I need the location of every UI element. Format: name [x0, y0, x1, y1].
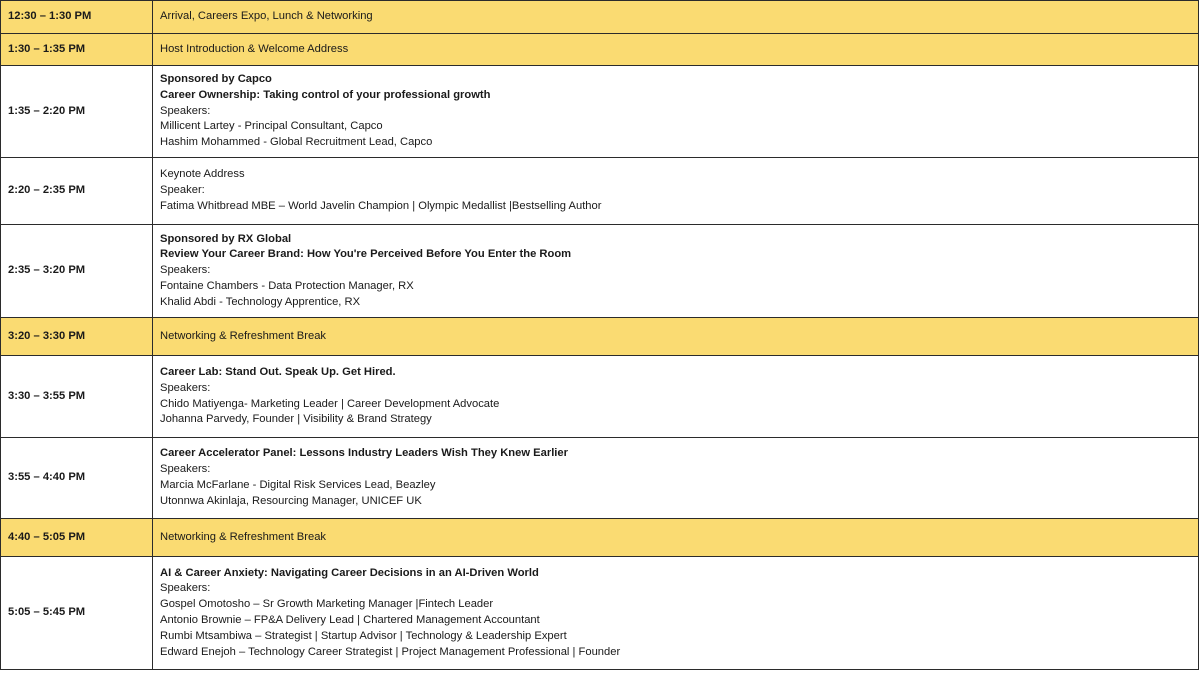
agenda-row — [1, 557, 1199, 670]
agenda-line: Gospel Omotosho – Sr Growth Marketing Manager |Fintech Leader — [160, 598, 494, 611]
agenda-details — [153, 557, 1199, 670]
agenda-time: 5:05 – 5:45 PM — [1, 557, 153, 670]
agenda-time: 4:40 – 5:05 PM — [1, 519, 153, 557]
agenda-line: Chido Matiyenga- Marketing Leader | Career Development Advocate — [160, 397, 500, 410]
agenda-row — [1, 519, 1199, 557]
agenda-line: Khalid Abdi - Technology Apprentice, RX — [160, 295, 361, 308]
agenda-line: Fatima Whitbread MBE – World Javelin Champion | Olympic Medallist |Bestselling Author — [160, 199, 602, 212]
agenda-heading: Review Your Career Brand: How You're Perceived Before You Enter the Room — [160, 248, 572, 261]
agenda-body — [1, 1, 1199, 670]
agenda-time: 3:30 – 3:55 PM — [1, 356, 153, 438]
agenda-line: Utonnwa Akinlaja, Resourcing Manager, UNICEF UK — [160, 494, 422, 507]
agenda-heading: Career Accelerator Panel: Lessons Industry Leaders Wish They Knew Earlier — [160, 447, 568, 460]
agenda-line: Networking & Refreshment Break — [160, 329, 327, 342]
agenda-line: Networking & Refreshment Break — [160, 530, 327, 543]
agenda-row — [1, 318, 1199, 356]
agenda-line: Hashim Mohammed - Global Recruitment Lead, Capco — [160, 136, 433, 149]
agenda-details — [153, 438, 1199, 519]
agenda-time: 2:35 – 3:20 PM — [1, 225, 153, 318]
agenda-row — [1, 1, 1199, 34]
agenda-line: Rumbi Mtsambiwa – Strategist | Startup Advisor | Technology & Leadership Expert — [160, 629, 567, 642]
agenda-line: Speakers: — [160, 264, 211, 277]
agenda-details — [153, 34, 1199, 66]
agenda-line: Fontaine Chambers - Data Protection Manager, RX — [160, 279, 414, 292]
agenda-heading: Sponsored by Capco — [160, 73, 272, 85]
agenda-row — [1, 356, 1199, 438]
agenda-heading: Sponsored by RX Global — [160, 232, 292, 245]
agenda-details — [153, 66, 1199, 158]
agenda-line: Antonio Brownie – FP&A Delivery Lead | Chartered Management Accountant — [160, 614, 540, 626]
agenda-line: Marcia McFarlane - Digital Risk Services Lead, Beazley — [160, 479, 436, 491]
agenda-row — [1, 225, 1199, 318]
agenda-line: Speakers: — [160, 582, 211, 595]
agenda-line: Johanna Parvedy, Founder | Visibility & Brand Strategy — [160, 413, 432, 426]
agenda-row — [1, 34, 1199, 66]
agenda-row — [1, 66, 1199, 158]
agenda-details — [153, 519, 1199, 557]
agenda-time: 12:30 – 1:30 PM — [1, 1, 153, 34]
agenda-row — [1, 438, 1199, 519]
agenda-details — [153, 318, 1199, 356]
agenda-line: Host Introduction & Welcome Address — [160, 42, 349, 55]
agenda-line: Speakers: — [160, 463, 211, 476]
agenda-line: Speakers: — [160, 381, 211, 394]
agenda-heading: Career Lab: Stand Out. Speak Up. Get Hired. — [160, 365, 396, 378]
agenda-line: Keynote Address — [160, 168, 245, 181]
agenda-time: 1:30 – 1:35 PM — [1, 34, 153, 66]
agenda-details — [153, 356, 1199, 438]
agenda-time: 2:20 – 2:35 PM — [1, 158, 153, 225]
agenda-time: 3:20 – 3:30 PM — [1, 318, 153, 356]
agenda-line: Speakers: — [160, 104, 211, 117]
agenda-line: Speaker: — [160, 184, 205, 197]
agenda-line: Edward Enejoh – Technology Career Strategist | Project Management Professional | Founder — [160, 645, 621, 658]
agenda-time: 3:55 – 4:40 PM — [1, 438, 153, 519]
agenda-heading: AI & Career Anxiety: Navigating Career Decisions in an AI-Driven World — [160, 566, 539, 579]
agenda-details — [153, 225, 1199, 318]
agenda-details — [153, 1, 1199, 34]
agenda-line: Millicent Lartey - Principal Consultant, Capco — [160, 120, 383, 133]
agenda-heading: Career Ownership: Taking control of your professional growth — [160, 88, 491, 101]
agenda-row — [1, 158, 1199, 225]
agenda-time: 1:35 – 2:20 PM — [1, 66, 153, 158]
agenda-line: Arrival, Careers Expo, Lunch & Networking — [160, 10, 373, 23]
agenda-details — [153, 158, 1199, 225]
